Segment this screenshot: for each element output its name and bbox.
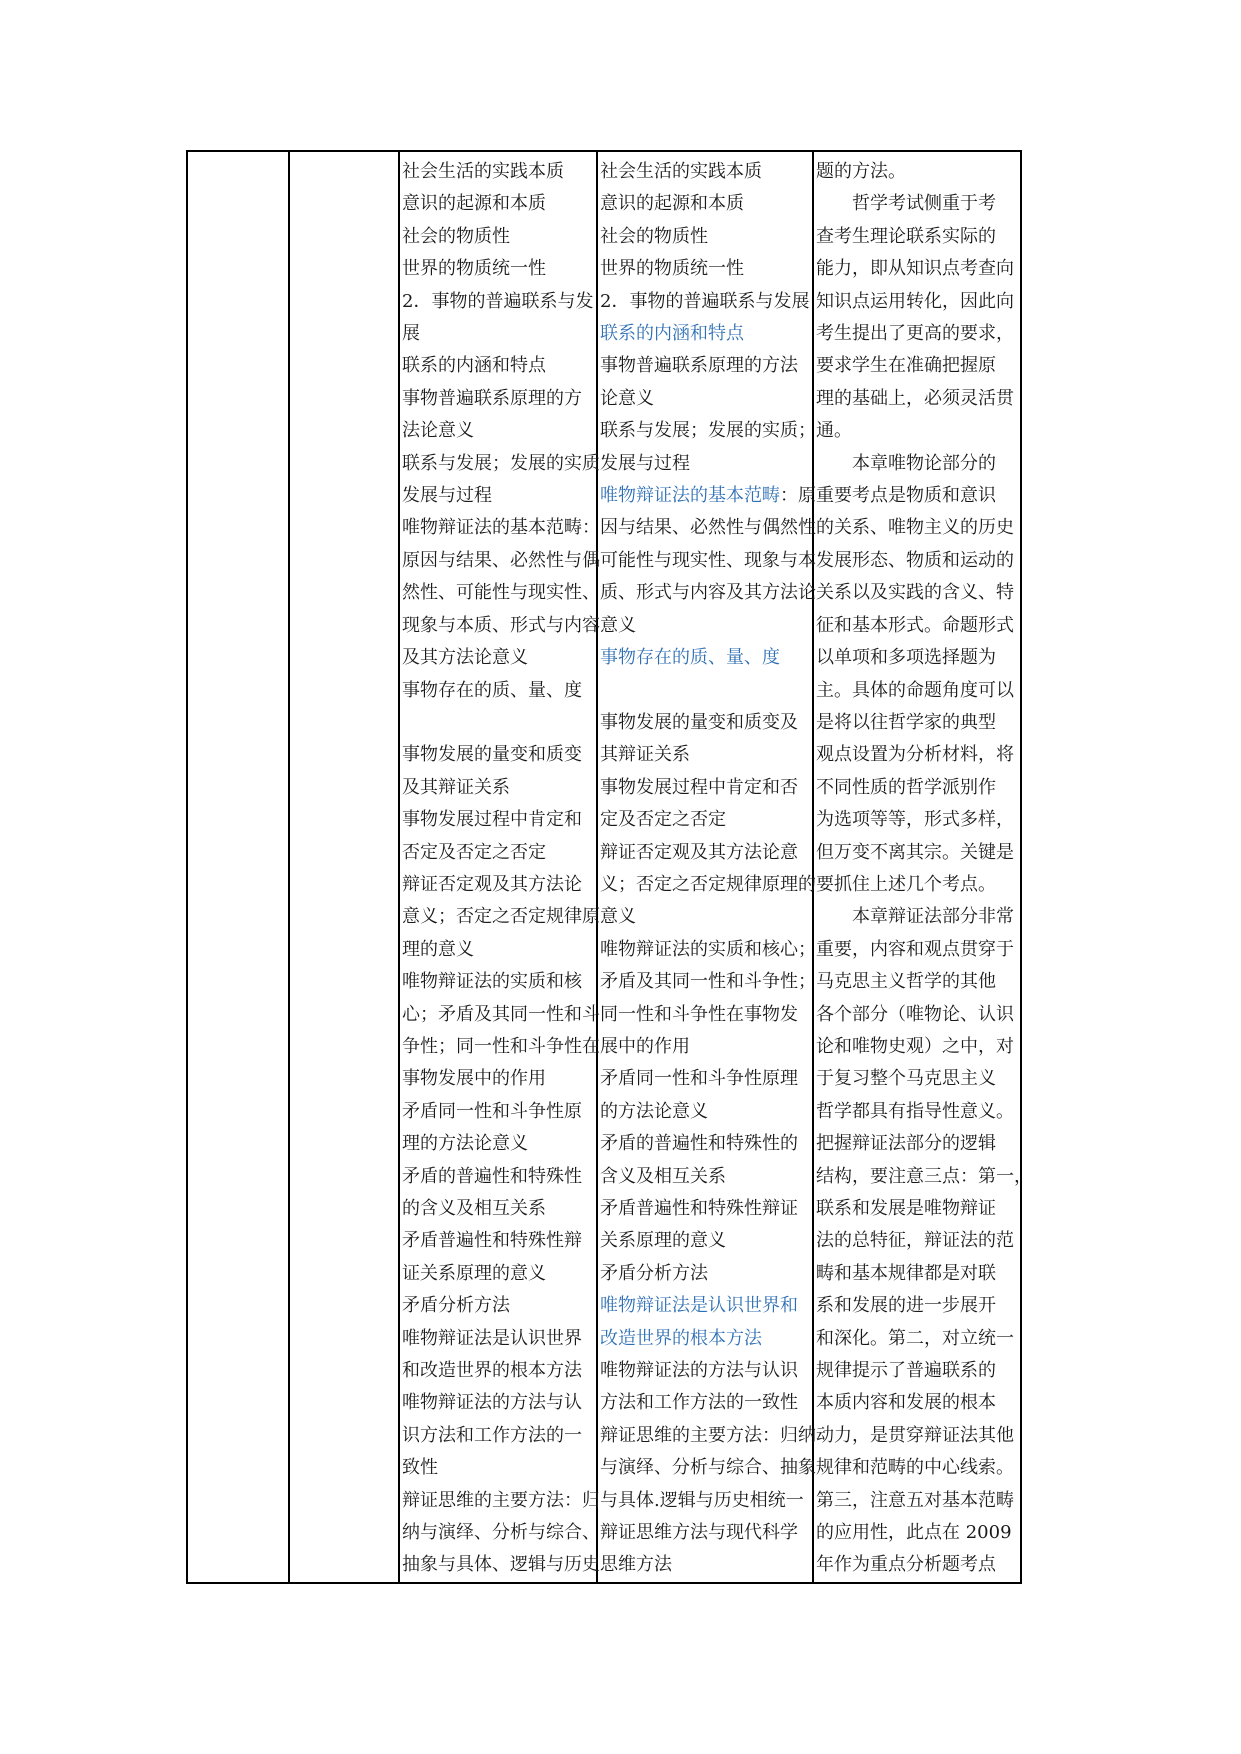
text-line: 理的方法论意义 [402,1133,528,1155]
text-line: 社会的物质性 [402,225,510,247]
empty-cell-2 [289,151,399,1583]
text-line: 观点设置为分析材料，将 [816,744,1014,766]
text-line: 马克思主义哲学的其他 [816,971,996,993]
syllabus-column-a [399,151,600,1583]
text-line: 联系的内涵和特点 [402,355,546,377]
text-line [600,480,816,512]
text-line: 年作为重点分析题考点 [816,1554,996,1576]
text-line: 要抓住上述几个考点。 [816,873,996,895]
text-line: 唯物辩证法的方法与认 [402,1392,582,1414]
text-line: 证关系原理的意义 [402,1262,546,1284]
text-line: 事物发展过程中肯定和 [402,809,582,831]
text-line: 法论意义 [402,420,474,442]
text-line: 事物存在的质、量、度 [402,679,582,701]
text-line: 事物存在的质、量、度 [600,647,780,669]
text-line: 矛盾同一性和斗争性原理 [600,1068,798,1090]
text-line: 结构，要注意三点：第一， [816,1165,1032,1187]
text-line: 重要考点是物质和意识 [816,485,996,507]
text-line: 与具体.逻辑与历史相统一 [600,1489,804,1511]
text-line: 原因与结果、必然性与偶 [402,549,600,571]
text-line: 因与结果、必然性与偶然性 [600,517,816,539]
syllabus-table [186,150,1032,1584]
text-line: 唯物辩证法的方法与认识 [600,1360,798,1382]
text-line: 矛盾的普遍性和特殊性 [402,1165,582,1187]
text-line: 辩证否定观及其方法论 [402,873,582,895]
text-line: 展 [402,323,420,345]
text-line: 主。具体的命题角度可以 [816,679,1014,701]
text-line: 发展与过程 [600,452,690,474]
text-line: 辩证思维方法与现代科学 [600,1522,798,1544]
text-line: 展中的作用 [600,1035,690,1057]
text-line: 事物发展过程中肯定和否 [600,776,798,798]
text-line: 规律提示了普遍联系的 [816,1360,996,1382]
text-line: 联系的内涵和特点 [600,323,744,345]
text-line: 事物发展中的作用 [402,1068,546,1090]
text-line [402,707,594,739]
text-line: 思维方法 [600,1554,672,1576]
text-line: 社会的物质性 [600,225,708,247]
text-line: 事物发展的量变和质变及 [600,711,798,733]
text-line: 事物普遍联系原理的方 [402,387,582,409]
text-line: 辩证思维的主要方法：归纳 [600,1424,816,1446]
text-line: 哲学都具有指导性意义。 [816,1100,1014,1122]
text-line: 意义；否定之否定规律原 [402,906,600,928]
text-line: 考生提出了更高的要求， [816,323,1014,345]
text-line: 第三，注意五对基本范畴 [816,1489,1014,1511]
text-line: 和深化。第二，对立统一 [816,1327,1014,1349]
text-line: 哲学考试侧重于考 [852,193,996,215]
text-line: 世界的物质统一性 [600,258,744,280]
text-line: 要求学生在准确把握原 [816,355,996,377]
text-line: 抽象与具体、逻辑与历史 [402,1554,600,1576]
text-line: 发展形态、物质和运动的 [816,549,1014,571]
text-line: 定及否定之否定 [600,809,726,831]
text-line: 识方法和工作方法的一 [402,1424,582,1446]
text-line: 但万变不离其宗。关键是 [816,841,1014,863]
text-line: 论和唯物史观）之中，对 [816,1035,1014,1057]
text-line: 2．事物的普遍联系与发 [402,290,594,312]
text-line: 规律和范畴的中心线索。 [816,1457,1014,1479]
text-line: 矛盾的普遍性和特殊性的 [600,1133,798,1155]
text-line: 意义 [600,614,636,636]
text-line: 矛盾分析方法 [402,1295,510,1317]
text-line: 发展与过程 [402,485,492,507]
text-line: 改造世界的根本方法 [600,1327,762,1349]
text-line: 各个部分（唯物论、认识 [816,1003,1014,1025]
text-line: 关系以及实践的含义、特 [816,582,1014,604]
syllabus-column-b-text [598,152,816,1582]
text-line: 辩证否定观及其方法论意 [600,841,798,863]
commentary-text [814,152,1032,1582]
text-line: 唯物辩证法的实质和核心； [600,938,816,960]
text-line: 辩证思维的主要方法：归 [402,1489,600,1511]
text-line: 意义 [600,906,636,928]
syllabus-column-b [597,151,816,1583]
text-line: 动力，是贯穿辩证法其他 [816,1424,1014,1446]
text-line: 的方法论意义 [600,1100,708,1122]
text-line: 关系原理的意义 [600,1230,726,1252]
text-line: 矛盾及其同一性和斗争性； [600,971,816,993]
text-line: 通。 [816,420,852,442]
text-line: 与演绎、分析与综合、抽象 [600,1457,816,1479]
text-line: 及其辩证关系 [402,776,510,798]
text-line: 唯物辩证法的基本范畴： [402,517,600,539]
text-line: 联系和发展是唯物辩证 [816,1198,996,1219]
text-line: 致性 [402,1457,438,1479]
text-line: 然性、可能性与现实性、 [402,582,600,604]
text-line: 社会生活的实践本质 [402,161,564,182]
text-line: 的关系、唯物主义的历史 [816,517,1014,539]
text-line: 的含义及相互关系 [402,1197,546,1219]
text-line: 畴和基本规律都是对联 [816,1262,996,1284]
commentary-column [813,151,1032,1583]
text-line: 社会生活的实践本质 [600,161,762,182]
text-line: 征和基本形式。命题形式 [816,614,1014,636]
text-line: 本章唯物论部分的 [852,452,996,474]
text-line: 意识的起源和本质 [402,193,546,215]
text-line: 联系与发展；发展的实质 [402,452,600,474]
text-fragment: ：原 [780,485,816,507]
text-line: 义；否定之否定规律原理的 [600,873,816,895]
text-line: 知识点运用转化，因此向 [816,290,1014,312]
text-line: 矛盾普遍性和特殊性辩 [402,1230,582,1252]
text-line: 其辩证关系 [600,744,690,766]
text-line: 不同性质的哲学派别作 [816,776,996,798]
text-line: 现象与本质、形式与内容 [402,614,600,636]
text-line: 唯物辩证法是认识世界 [402,1327,582,1349]
syllabus-column-a-text [400,152,600,1582]
text-line: 把握辩证法部分的逻辑 [816,1133,996,1155]
text-line: 及其方法论意义 [402,647,528,669]
text-line: 争性；同一性和斗争性在 [402,1035,600,1057]
text-line: 重要，内容和观点贯穿于 [816,938,1014,960]
text-line: 理的意义 [402,938,474,960]
text-line: 含义及相互关系 [600,1165,726,1187]
text-line: 和改造世界的根本方法 [402,1360,582,1382]
text-line: 本章辩证法部分非常 [852,906,1014,928]
text-line: 矛盾同一性和斗争性原 [402,1100,582,1122]
text-line: 同一性和斗争性在事物发 [600,1003,798,1025]
text-line: 本质内容和发展的根本 [816,1392,996,1414]
text-line: 质、形式与内容及其方法论 [600,582,816,604]
text-line: 联系与发展；发展的实质； [600,420,816,442]
text-line: 矛盾分析方法 [600,1262,708,1284]
text-line: 为选项等等，形式多样， [816,809,1014,831]
text-line: 意识的起源和本质 [600,193,744,215]
text-line: 法的总特征，辩证法的范 [816,1230,1014,1252]
text-line: 于复习整个马克思主义 [816,1068,996,1090]
text-line: 事物普遍联系原理的方法 [600,355,798,377]
text-line: 的应用性，此点在 2009 [816,1522,1012,1544]
text-line: 否定及否定之否定 [402,841,546,863]
text-line: 纳与演绎、分析与综合、 [402,1522,600,1544]
text-line: 唯物辩证法的实质和核 [402,971,582,993]
text-line: 以单项和多项选择题为 [816,647,996,669]
text-line: 心；矛盾及其同一性和斗 [402,1003,600,1025]
text-line: 查考生理论联系实际的 [816,225,996,247]
text-line: 题的方法。 [816,161,906,182]
text-line: 矛盾普遍性和特殊性辩证 [600,1197,798,1219]
text-line: 事物发展的量变和质变 [402,744,582,766]
text-line: 是将以往哲学家的典型 [816,711,996,733]
highlighted-term: 唯物辩证法的基本范畴 [600,485,780,507]
text-line: 唯物辩证法是认识世界和 [600,1295,798,1317]
text-line: 方法和工作方法的一致性 [600,1392,798,1414]
text-line: 2．事物的普遍联系与发展 [600,290,810,312]
empty-cell-1 [187,151,289,1583]
text-line: 系和发展的进一步展开 [816,1295,996,1317]
text-line: 能力，即从知识点考查向 [816,258,1014,280]
text-line: 可能性与现实性、现象与本 [600,549,816,571]
table-row [187,151,1021,1583]
text-line: 世界的物质统一性 [402,258,546,280]
text-line: 理的基础上，必须灵活贯 [816,387,1014,409]
text-line: 论意义 [600,387,654,409]
text-line [600,675,810,707]
